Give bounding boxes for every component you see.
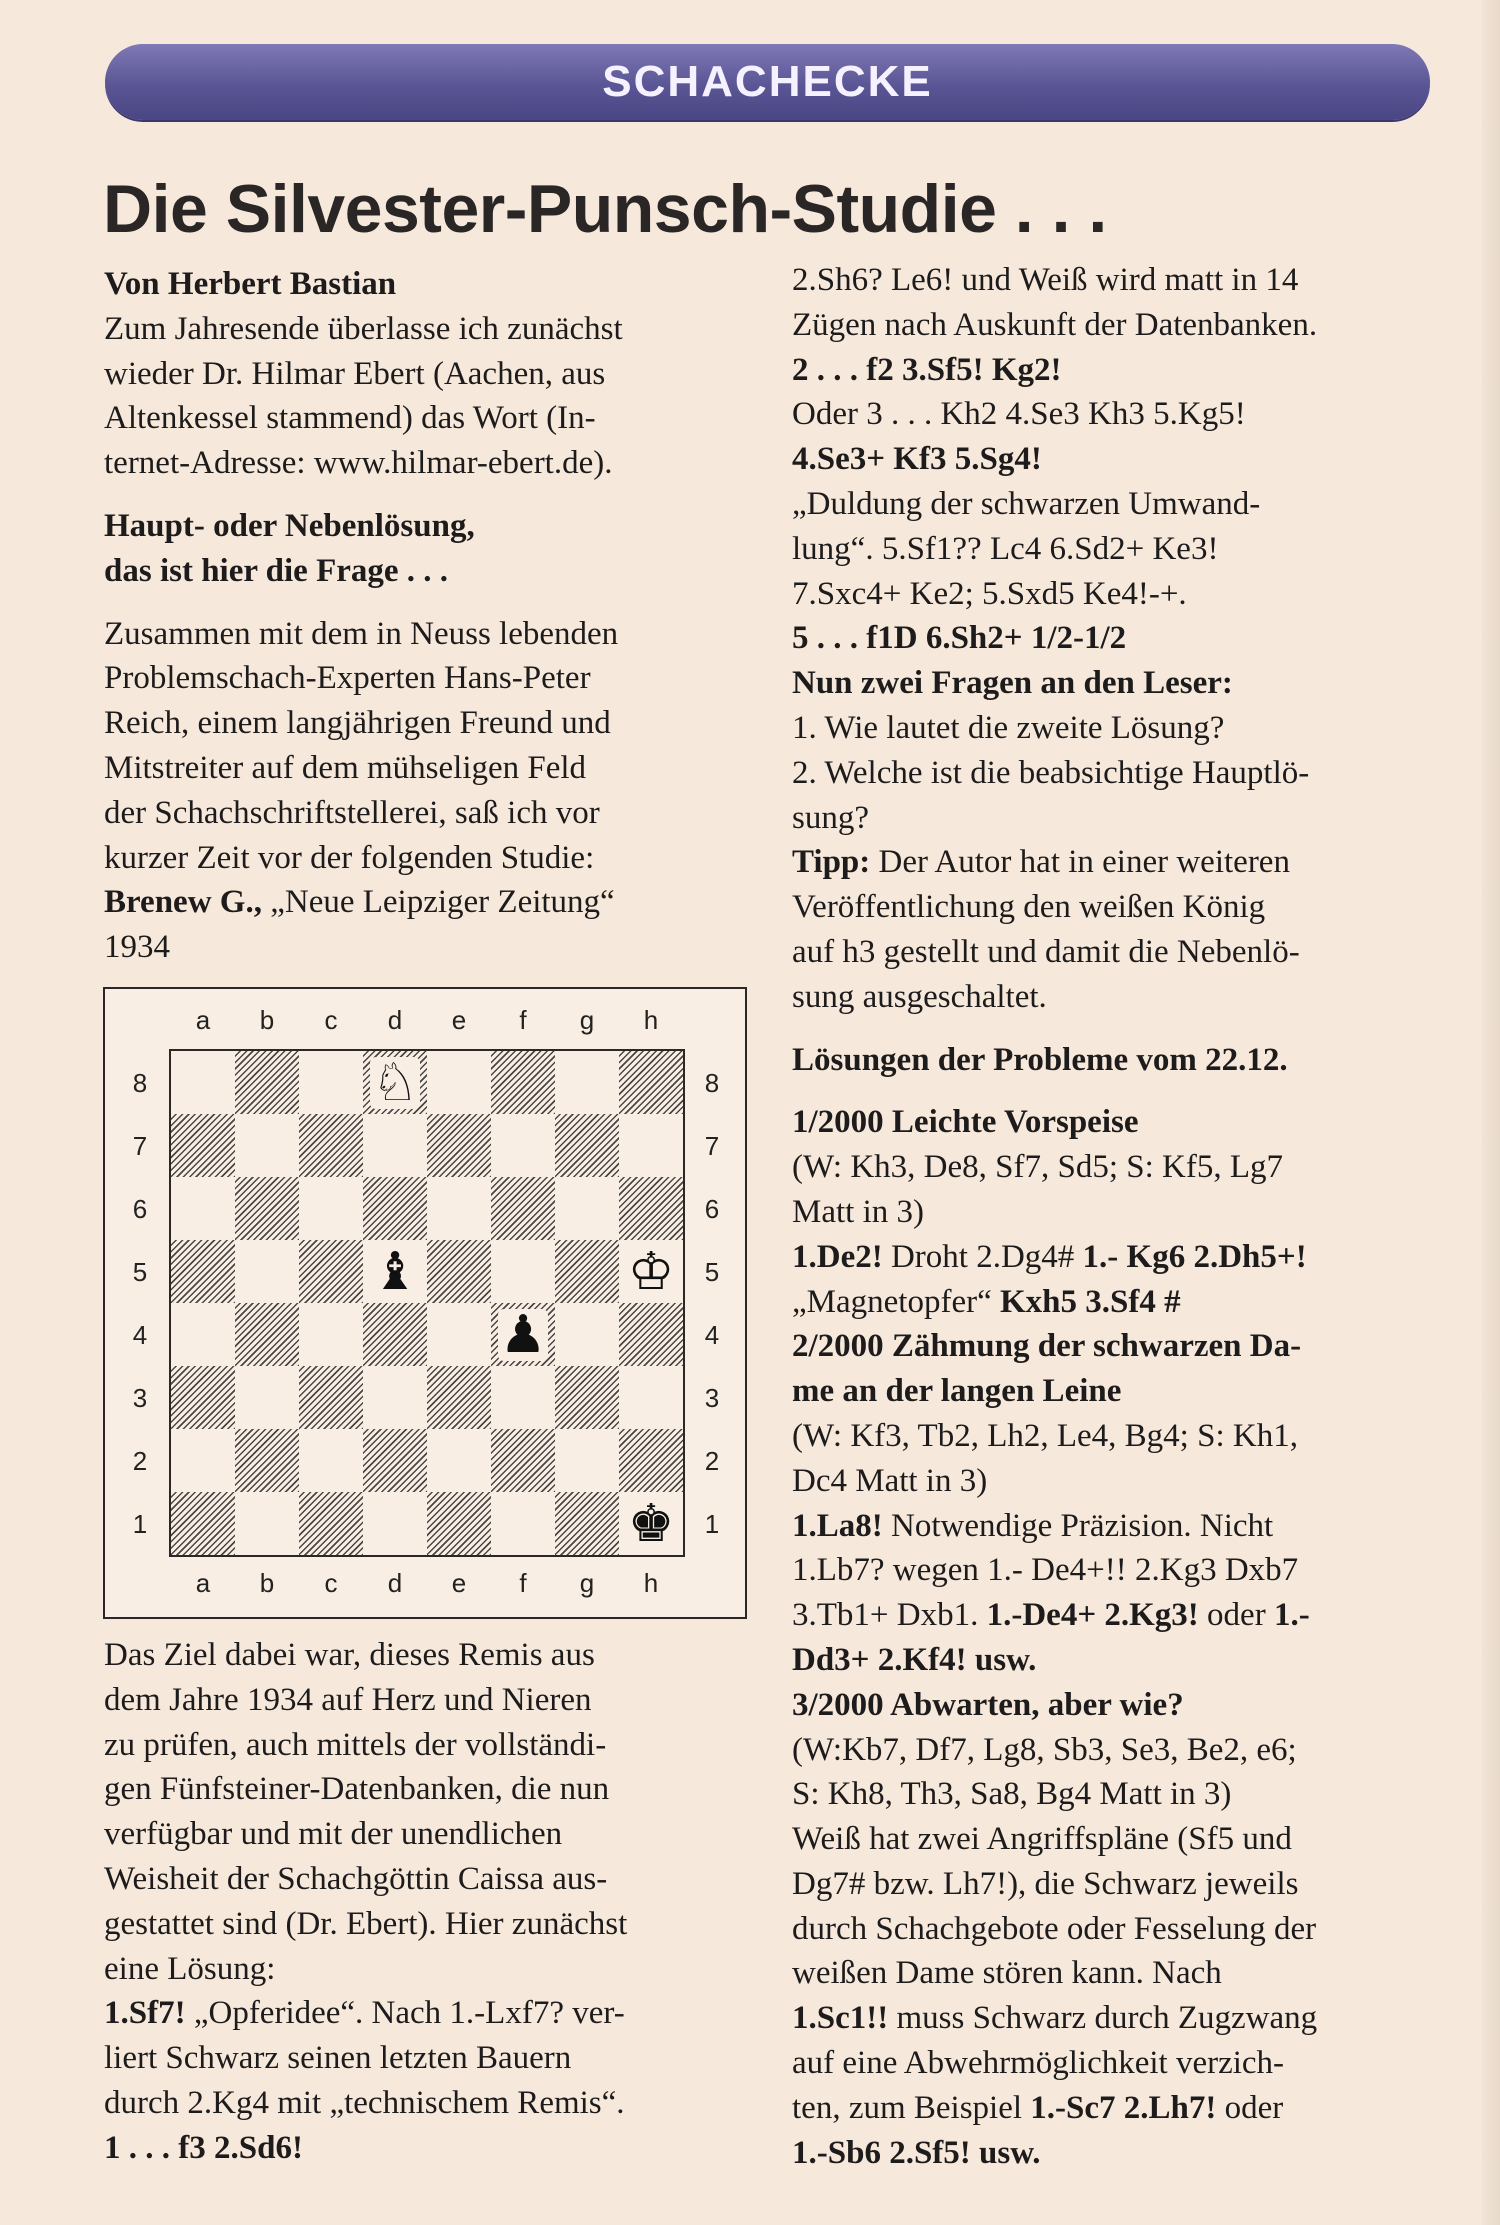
square-e3 (427, 1366, 491, 1429)
square-e6 (427, 1177, 491, 1240)
text-run: „Neue Leipziger Zeitung“ (261, 884, 615, 921)
square-g3 (555, 1366, 619, 1429)
text-line: lung“. 5.Sf1?? Lc4 6.Sd2+ Ke3! (792, 530, 1219, 567)
rank-labels-left (125, 1052, 155, 1556)
rank-label: 7 (132, 1131, 148, 1161)
square-g5 (555, 1240, 619, 1303)
text-run: 1.Sc1!! (792, 2000, 889, 2037)
square-h5 (619, 1240, 683, 1303)
text-line: gen Fünfsteiner-Datenbanken, die nun (104, 1771, 610, 1808)
square-a8 (171, 1051, 235, 1114)
text-line: wieder Dr. Hilmar Ebert (Aachen, aus (104, 355, 606, 392)
square-a3 (171, 1366, 235, 1429)
square-e1 (427, 1492, 491, 1555)
file-label: e (451, 1568, 467, 1598)
square-a7 (171, 1114, 235, 1177)
text-line (104, 880, 764, 925)
text-run: Droht 2.Dg4# (882, 1238, 1083, 1275)
file-labels-bottom (171, 1568, 683, 1599)
rank-label: 3 (132, 1383, 148, 1413)
black-pawn-icon: ♟ (499, 1304, 547, 1365)
text-line: Zusammen mit dem in Neuss lebenden (104, 615, 619, 652)
file-label: f (519, 1568, 527, 1598)
square-e7 (427, 1114, 491, 1177)
text-run: 1.- (1273, 1597, 1310, 1634)
square-h7 (619, 1114, 683, 1177)
text-line: (W: Kf3, Tb2, Lh2, Le4, Bg4; S: Kh1, (792, 1417, 1298, 1454)
left-column-bottom (104, 1633, 764, 2171)
text-line: 7.Sxc4+ Ke2; 5.Sxd5 Ke4!-+. (792, 575, 1187, 612)
square-d6 (363, 1177, 427, 1240)
square-c8 (299, 1051, 363, 1114)
white-knight-icon: ♘ (371, 1052, 419, 1113)
text-line: Zügen nach Auskunft der Datenbanken. (792, 306, 1318, 343)
text-run: oder (1216, 2089, 1284, 2126)
square-g2 (555, 1429, 619, 1492)
text-line (792, 1593, 1452, 1638)
text-line: 2. Welche ist die beabsichtige Hauptlö- (792, 754, 1310, 791)
rank-label: 6 (132, 1194, 148, 1224)
text-run: Brenew G., (104, 884, 262, 921)
text-line: 2.Sh6? Le6! und Weiß wird matt in 14 (792, 262, 1299, 298)
text-line: verfügbar und mit der unendlichen (104, 1816, 563, 1853)
square-b2 (235, 1429, 299, 1492)
rank-labels-right (697, 1052, 727, 1556)
text-line: Veröffentlichung den weißen König (792, 889, 1266, 926)
text-line: auf eine Abwehrmöglichkeit verzich- (792, 2045, 1285, 2082)
square-d1 (363, 1492, 427, 1555)
square-f8 (491, 1051, 555, 1114)
text-line: durch Schachgebote oder Fesselung der (792, 1910, 1317, 1947)
square-f4 (491, 1303, 555, 1366)
rank-label: 2 (132, 1446, 148, 1476)
text-run: 1.De2! (792, 1238, 883, 1275)
text-run: muss Schwarz durch Zugzwang (888, 2000, 1318, 2037)
square-c4 (299, 1303, 363, 1366)
text-line: Zum Jahresende überlasse ich zunächst (104, 310, 623, 347)
text-line: Nun zwei Fragen an den Leser: (792, 665, 1233, 702)
square-e8 (427, 1051, 491, 1114)
text-line (792, 840, 1452, 885)
rank-label: 2 (704, 1446, 720, 1476)
paragraph-gap (104, 594, 764, 612)
black-bishop-icon: ♝ (371, 1241, 419, 1302)
rank-label: 4 (132, 1320, 148, 1350)
rank-label: 1 (132, 1509, 148, 1539)
text-line: (W: Kh3, De8, Sf7, Sd5; S: Kf5, Lg7 (792, 1149, 1284, 1186)
square-d8 (363, 1051, 427, 1114)
text-line: Das Ziel dabei war, dieses Remis aus (104, 1637, 595, 1673)
file-label: f (519, 1005, 527, 1035)
text-line: „Duldung der schwarzen Umwand- (792, 485, 1261, 522)
square-g8 (555, 1051, 619, 1114)
square-f7 (491, 1114, 555, 1177)
rank-label: 3 (704, 1383, 720, 1413)
text-run: Tipp: (792, 844, 871, 881)
text-line: ternet-Adresse: www.hilmar-ebert.de). (104, 445, 613, 482)
file-label: h (643, 1005, 659, 1035)
text-line: eine Lösung: (104, 1950, 276, 1987)
square-a4 (171, 1303, 235, 1366)
square-a6 (171, 1177, 235, 1240)
file-label: a (195, 1005, 211, 1035)
square-b5 (235, 1240, 299, 1303)
text-line: 5 . . . f1D 6.Sh2+ 1/2-1/2 (792, 620, 1127, 657)
rank-label: 7 (704, 1131, 720, 1161)
square-a2 (171, 1429, 235, 1492)
left-column-top (104, 262, 764, 970)
rank-label: 8 (704, 1068, 720, 1098)
paragraph-gap (104, 486, 764, 504)
text-run: 1.La8! (792, 1507, 883, 1544)
square-a5 (171, 1240, 235, 1303)
square-g1 (555, 1492, 619, 1555)
text-line: zu prüfen, auch mittels der vollständi- (104, 1726, 607, 1763)
text-run: 3.Tb1+ Dxb1. (792, 1597, 987, 1634)
article-headline: Die Silvester-Punsch-Studie . . . (103, 171, 1107, 247)
square-d5 (363, 1240, 427, 1303)
square-c2 (299, 1429, 363, 1492)
text-line: 1.-Sb6 2.Sf5! usw. (792, 2134, 1041, 2171)
text-run: oder (1198, 1597, 1274, 1634)
square-f6 (491, 1177, 555, 1240)
text-line (104, 1991, 764, 2036)
text-run: „Magnetopfer“ (792, 1283, 1000, 1320)
square-b4 (235, 1303, 299, 1366)
text-line: Von Herbert Bastian (104, 266, 397, 302)
rank-label: 4 (704, 1320, 720, 1350)
section-banner (105, 44, 1430, 120)
text-line: Weiß hat zwei Angriffspläne (Sf5 und (792, 1821, 1292, 1858)
square-d3 (363, 1366, 427, 1429)
file-label: b (259, 1568, 275, 1598)
text-line (792, 1504, 1452, 1549)
square-h6 (619, 1177, 683, 1240)
square-h1 (619, 1492, 683, 1555)
paragraph-gap (792, 1020, 1452, 1038)
square-c5 (299, 1240, 363, 1303)
text-run: ten, zum Beispiel (792, 2089, 1031, 2126)
adjacent-page-edge (1482, 0, 1500, 2225)
text-line: S: Kh8, Th3, Sa8, Bg4 Matt in 3) (792, 1776, 1232, 1813)
text-line: sung ausgeschaltet. (792, 978, 1047, 1015)
square-b6 (235, 1177, 299, 1240)
text-line: Oder 3 . . . Kh2 4.Se3 Kh3 5.Kg5! (792, 396, 1246, 433)
text-line: auf h3 gestellt und damit die Nebenlö- (792, 933, 1300, 970)
square-f1 (491, 1492, 555, 1555)
text-run: „Opferidee“. Nach 1.-Lxf7? ver- (185, 1995, 625, 2032)
file-label: d (387, 1568, 403, 1598)
text-line: Mitstreiter auf dem mühseligen Feld (104, 749, 587, 786)
square-f5 (491, 1240, 555, 1303)
file-label: g (579, 1568, 595, 1598)
rank-label: 5 (704, 1257, 720, 1287)
text-line: Altenkessel stammend) das Wort (In- (104, 400, 596, 437)
file-label: e (451, 1005, 467, 1035)
text-line: das ist hier die Frage . . . (104, 552, 449, 589)
text-line: 1. Wie lautet die zweite Lösung? (792, 709, 1225, 746)
text-line: Reich, einem langjährigen Freund und (104, 705, 611, 742)
text-line: der Schachschriftstellerei, saß ich vor (104, 794, 600, 831)
file-label: a (195, 1568, 211, 1598)
text-run: 1.-Sc7 2.Lh7! (1030, 2089, 1217, 2126)
square-h8 (619, 1051, 683, 1114)
text-line: dem Jahre 1934 auf Herz und Nieren (104, 1681, 592, 1718)
right-column (792, 258, 1452, 2175)
square-b8 (235, 1051, 299, 1114)
square-e4 (427, 1303, 491, 1366)
text-line: Haupt- oder Nebenlösung, (104, 507, 475, 544)
file-label: g (579, 1005, 595, 1035)
text-line: 1.Lb7? wegen 1.- De4+!! 2.Kg3 Dxb7 (792, 1552, 1299, 1589)
text-line: 3/2000 Abwarten, aber wie? (792, 1686, 1184, 1723)
text-line: Weisheit der Schachgöttin Caissa aus- (104, 1860, 608, 1897)
text-line: 1/2000 Leichte Vorspeise (792, 1104, 1139, 1141)
square-g7 (555, 1114, 619, 1177)
square-d4 (363, 1303, 427, 1366)
square-e5 (427, 1240, 491, 1303)
square-f2 (491, 1429, 555, 1492)
text-line: durch 2.Kg4 mit „technischem Remis“. (104, 2084, 625, 2121)
file-labels-top (171, 1005, 683, 1036)
square-c1 (299, 1492, 363, 1555)
square-b7 (235, 1114, 299, 1177)
text-line: Dc4 Matt in 3) (792, 1462, 988, 1499)
text-line: weißen Dame stören kann. Nach (792, 1955, 1222, 1992)
text-line: 2 . . . f2 3.Sf5! Kg2! (792, 351, 1062, 388)
text-line: Dd3+ 2.Kf4! usw. (792, 1641, 1037, 1678)
text-line: me an der langen Leine (792, 1373, 1122, 1410)
text-run: Notwendige Präzision. Nicht (882, 1507, 1274, 1544)
text-line: gestattet sind (Dr. Ebert). Hier zunächst (104, 1905, 628, 1942)
text-line: Matt in 3) (792, 1193, 924, 1230)
text-line: liert Schwarz seinen letzten Bauern (104, 2040, 572, 2077)
square-h2 (619, 1429, 683, 1492)
text-line: Dg7# bzw. Lh7!), die Schwarz jeweils (792, 1865, 1299, 1902)
square-g6 (555, 1177, 619, 1240)
text-line: Problemschach-Experten Hans-Peter (104, 660, 591, 697)
square-b1 (235, 1492, 299, 1555)
file-label: h (643, 1568, 659, 1598)
text-line: (W:Kb7, Df7, Lg8, Sb3, Se3, Be2, e6; (792, 1731, 1297, 1768)
black-king-icon: ♚ (627, 1493, 675, 1554)
square-c7 (299, 1114, 363, 1177)
text-line (792, 2086, 1452, 2131)
file-label: b (259, 1005, 275, 1035)
text-line (792, 1235, 1452, 1280)
square-a1 (171, 1492, 235, 1555)
square-e2 (427, 1429, 491, 1492)
square-d7 (363, 1114, 427, 1177)
square-f3 (491, 1366, 555, 1429)
file-label: c (324, 1005, 338, 1035)
text-line: sung? (792, 799, 869, 836)
text-line (792, 1996, 1452, 2041)
square-g4 (555, 1303, 619, 1366)
text-line: 1934 (104, 929, 170, 966)
text-line: kurzer Zeit vor der folgenden Studie: (104, 839, 595, 876)
text-line: 4.Se3+ Kf3 5.Sg4! (792, 441, 1042, 478)
rank-label: 6 (704, 1194, 720, 1224)
rank-label: 8 (132, 1068, 148, 1098)
text-run: 1.- Kg6 2.Dh5+! (1082, 1238, 1307, 1275)
square-b3 (235, 1366, 299, 1429)
text-run: 1.Sf7! (104, 1995, 186, 2032)
file-label: c (324, 1568, 338, 1598)
rank-label: 5 (132, 1257, 148, 1287)
text-line: 1 . . . f3 2.Sd6! (104, 2129, 303, 2166)
paragraph-gap (792, 1082, 1452, 1100)
text-run: Kxh5 3.Sf4 # (999, 1283, 1181, 1320)
white-king-icon: ♔ (627, 1241, 675, 1302)
square-h3 (619, 1366, 683, 1429)
square-d2 (363, 1429, 427, 1492)
square-c3 (299, 1366, 363, 1429)
text-line: 2/2000 Zähmung der schwarzen Da- (792, 1328, 1302, 1365)
square-c6 (299, 1177, 363, 1240)
square-h4 (619, 1303, 683, 1366)
rank-label: 1 (704, 1509, 720, 1539)
text-line (792, 1280, 1452, 1325)
section-title: SCHACHECKE (602, 57, 933, 106)
text-run: Der Autor hat in einer weiteren (870, 844, 1290, 881)
text-run: 1.-De4+ 2.Kg3! (986, 1597, 1199, 1634)
chess-board (169, 1049, 685, 1557)
text-line: Lösungen der Probleme vom 22.12. (792, 1041, 1288, 1078)
chess-diagram (103, 987, 747, 1619)
file-label: d (387, 1005, 403, 1035)
